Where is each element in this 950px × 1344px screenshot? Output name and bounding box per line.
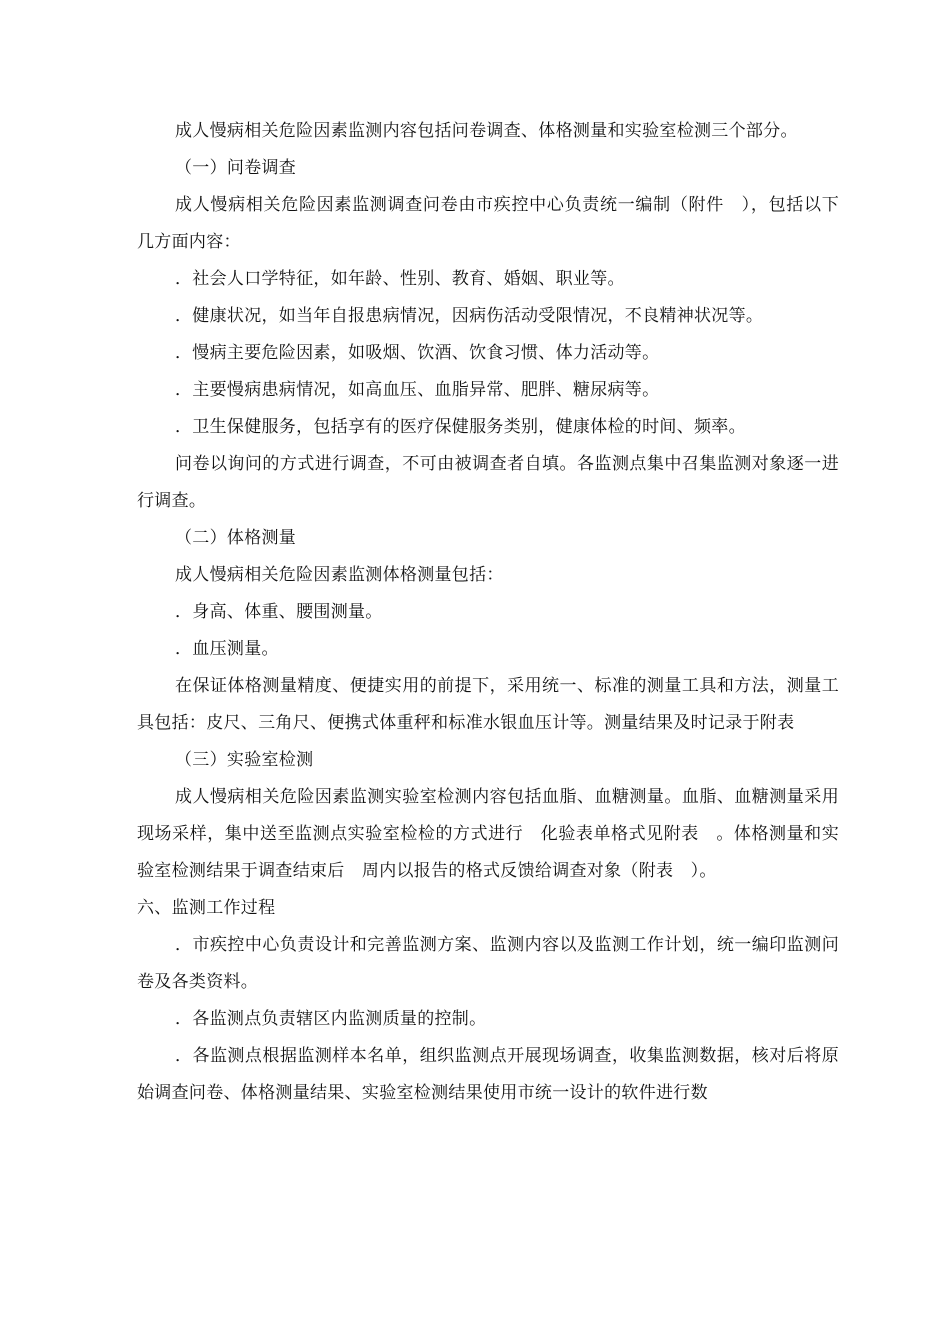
physical-paragraph: 成人慢病相关危险因素监测体格测量包括： [175,565,504,585]
list-item: ．血压测量。 [175,639,279,659]
section-heading-physical: （二）体格测量 [175,528,297,548]
list-item: ．社会人口学特征，如年龄、性别、教育、婚姻、职业等。 [175,269,625,289]
list-item: ．慢病主要危险因素，如吸烟、饮酒、饮食习惯、体力活动等。 [175,343,660,363]
list-item: ．主要慢病患病情况，如高血压、血脂异常、肥胖、糖尿病等。 [175,380,660,400]
physical-note: 在保证体格测量精度、便捷实用的前提下，采用统一、标准的测量工具和方法，测量工具包括：皮尺、三角尺、便携式体重秤和标准水银血压计等。测量结果及时记录于附表 [137,676,839,733]
section-heading-process: 六、监测工作过程 [137,898,276,918]
list-item: ．身高、体重、腰围测量。 [175,602,383,622]
list-item: ．市疾控中心负责设计和完善监测方案、监测内容以及监测工作计划，统一编印监测问卷及各类资料。 [137,935,839,992]
questionnaire-paragraph: 成人慢病相关危险因素监测调查问卷由市疾控中心负责统一编制（附件 ），包括以下几方面内容： [137,195,839,252]
intro-paragraph: 成人慢病相关危险因素监测内容包括问卷调查、体格测量和实验室检测三个部分。 [175,121,798,141]
section-heading-questionnaire: （一）问卷调查 [175,158,297,178]
questionnaire-note: 问卷以询问的方式进行调查，不可由被调查者自填。各监测点集中召集监测对象逐一进行调查。 [137,454,839,511]
list-item: ．卫生保健服务，包括享有的医疗保健服务类别，健康体检的时间、频率。 [175,417,746,437]
list-item: ．各监测点负责辖区内监测质量的控制。 [175,1009,487,1029]
section-heading-lab: （三）实验室检测 [175,750,314,770]
list-item: ．各监测点根据监测样本名单，组织监测点开展现场调查，收集监测数据，核对后将原始调查问卷、体格测量结果、实验室检测结果使用市统一设计的软件进行数 [137,1046,839,1103]
list-item: ．健康状况，如当年自报患病情况，因病伤活动受限情况，不良精神状况等。 [175,306,764,326]
lab-paragraph: 成人慢病相关危险因素监测实验室检测内容包括血脂、血糖测量。血脂、血糖测量采用现场采样，集中送至监测点实验室检检的方式进行 化验表单格式见附表 。体格测量和实验室检测结果于调查结束后 周内以报告的格式反馈给调查对象（附表 ）。 [137,787,839,881]
document-body [137,113,839,1112]
